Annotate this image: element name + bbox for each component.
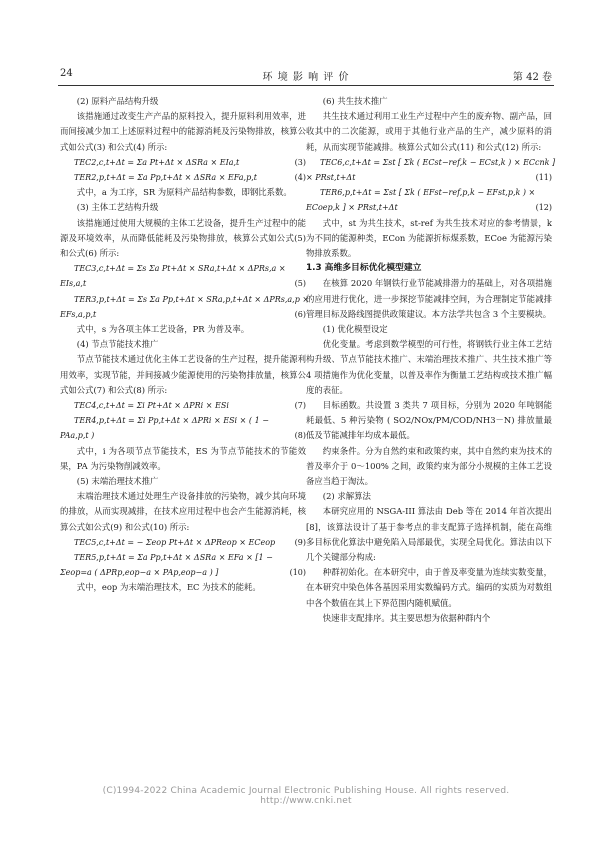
equation-10-cont: Σeop=a ( ΔPRp,eop−a × PAp,eop−a ) ] (10): [60, 568, 306, 578]
right-column: [306, 94, 556, 626]
heading-algorithm: (2) 求解算法: [322, 491, 371, 502]
paragraph: 在核算 2020 年钢铁行业节能减排潜力的基础上，对各项措施的应用进行优化，进一步探挖节能减排空间，为合理制定节能减排管理目标及路线图提供政策建议。本方法学共包含 3 个主要模块。: [306, 278, 552, 319]
equation-12-cont: ECoep,k ] × PRst,t+Δt (12): [306, 203, 552, 213]
equation-12: TER6,p,t+Δt = Σst [ Σk ( EFst−ref,p,k − EFst,p,k ) ×: [320, 188, 536, 198]
heading-end-treatment: (5) 末端治理技术推广: [76, 475, 159, 486]
copyright-footer: (C)1994-2022 China Academic Journal Electronic Publishing House. All rights reserved. http://www.cnki.net: [102, 786, 510, 806]
equation-5: TEC3,c,t+Δt = Σs Σa Pt+Δt × SRa,t+Δt × ΔPRs,a ×: [74, 264, 286, 274]
page-number: 24: [60, 68, 73, 79]
equation-6: TER3,p,t+Δt = Σs Σa Pp,t+Δt × SRa,p,t+Δt × ΔPRs,a,p ×: [74, 294, 310, 304]
left-column: [60, 94, 310, 596]
equation-3: TEC2,c,t+Δt = Σa Pt+Δt × ΔSRa × EIa,t (3): [74, 157, 306, 167]
paragraph: 节点节能技术通过优化主体工艺设备的生产过程，提升能源利用效率，实现节能，并间接减少能源使用的污染物排放量，核算公式如公式(7) 和公式(8) 所示:: [60, 354, 306, 395]
paragraph: 式中，s 为各项主体工艺设备，PR 为普及率。: [76, 323, 250, 334]
paragraph: 优化变量。考虑到数学模型的可行性，将钢铁行业主体工艺结构升级、节点节能技术推广、末端治理技术推广、共生技术推广等 4 项措施作为优化变量，以普及率作为衡量工艺结构或技术推广幅度的表征。: [306, 339, 552, 395]
paragraph: 本研究应用的 NSGA-III 算法由 Deb 等在 2014 年首次提出[8]，该算法设计了基于参考点的非支配算子选择机制，能在高维多目标优化算法中避免陷入局部最优，实现全局优化。算法由以下几个关键部分构成:: [306, 506, 552, 563]
equation-8-cont: PAa,p,t ) (8): [60, 431, 306, 441]
equation-9: TEC5,c,t+Δt = − Σeop Pt+Δt × ΔPReop × ECeop (9): [74, 537, 306, 547]
equation-4: TER2,p,t+Δt = Σa Pp,t+Δt × ΔSRa × EFa,p,t (4): [74, 173, 306, 182]
equation-5-cont: EIs,a,t (5): [60, 279, 306, 289]
equation-6-cont: EFs,a,p,t (6): [60, 309, 306, 319]
header-rule: [58, 85, 554, 86]
heading-model-setup: (1) 优化模型设定: [322, 323, 388, 334]
paragraph: 该措施通过改变生产产品的原料投入，提升原料利用效率，进而间接减少加工上述原料过程中的能源消耗及污染物排放，核算公式如公式(3) 和公式(4) 所示:: [60, 111, 306, 152]
paragraph: 式中，i 为各项节点节能技术，ES 为节点节能技术的节能效果，PA 为污染物削减效率。: [60, 445, 306, 471]
heading-node-energy: (4) 节点节能技术推广: [76, 339, 159, 350]
volume-label: 第 42 卷: [512, 72, 552, 83]
paragraph: 种群初始化。在本研究中，由于普及率变量为连续实数变量，在本研究中染色体各基因采用实数编码方式。编码的实质为对数组中各个数值在其上下界范围内随机赋值。: [306, 567, 552, 608]
paragraph: 该措施通过使用大规模的主体工艺设备，提升生产过程中的能源及环境效率，从而降低能耗及污染物排放，核算公式如公式(5) 和公式(6) 所示:: [60, 217, 306, 258]
equation-10: TER5,p,t+Δt = Σa Pp,t+Δt × ΔSRa × EFa × [1 −: [74, 552, 273, 562]
heading-main-process: (3) 主体工艺结构升级: [76, 202, 159, 213]
equation-11-cont: × PRst,t+Δt (11): [306, 173, 552, 182]
heading-raw-material: (2) 原料产品结构升级: [76, 96, 159, 106]
journal-title: 环 境 影 响 评 价: [262, 72, 350, 83]
paragraph: 约束条件。分为自然约束和政策约束，其中自然约束为技术的普及率介于 0～100% 之间，政策约束为部分小规模的主体工艺设备应当趋于淘汰。: [306, 445, 552, 487]
paragraph: 末端治理技术通过处理生产设备排放的污染物，减少其向环境的排放，从而实现减排，在技术应用过程中也会产生能源消耗，核算公式如公式(9) 和公式(10) 所示:: [60, 491, 306, 532]
heading-symbiosis: (6) 共生技术推广: [322, 96, 388, 106]
equation-7: TEC4,c,t+Δt = Σi Pt+Δt × ΔPRi × ESi (7): [74, 400, 306, 410]
paragraph: 共生技术通过利用工业生产过程中产生的废弃物、副产品，回收其中的二次能源，或用于其他行业产品的生产，减少原料的消耗，从而实现节能减排。核算公式如公式(11) 和公式(12) 所示:: [306, 111, 552, 152]
paragraph: 式中，st 为共生技术，st-ref 为共生技术对应的参考情景，k 为不同的能源种类，ECon 为能源折标煤系数，ECoe 为能源污染物排放系数。: [306, 217, 552, 258]
paragraph: 式中，a 为工序，SR 为原料产品结构参数，即钢比系数。: [76, 187, 292, 198]
section-heading-1-3: 1.3 高维多目标优化模型建立: [306, 263, 422, 274]
paragraph: 快速非支配排序。其主要思想为依据种群内个: [322, 612, 491, 623]
equation-11: TEC6,c,t+Δt = Σst [ Σk ( ECst−ref,k − ECst,k ) × ECcnk ]: [320, 157, 556, 167]
paragraph: 式中，eop 为末端治理技术，EC 为技术的能耗。: [76, 582, 261, 593]
equation-8: TER4,p,t+Δt = Σi Pp,t+Δt × ΔPRi × ESi × ( 1 −: [74, 416, 269, 426]
paragraph: 目标函数。共设置 3 类共 7 项目标，分别为 2020 年吨钢能耗最低、5 种污染物 ( SO2/NOx/PM/COD/NH3－N) 排放量最低及节能减排年均成本最低。: [306, 400, 552, 441]
